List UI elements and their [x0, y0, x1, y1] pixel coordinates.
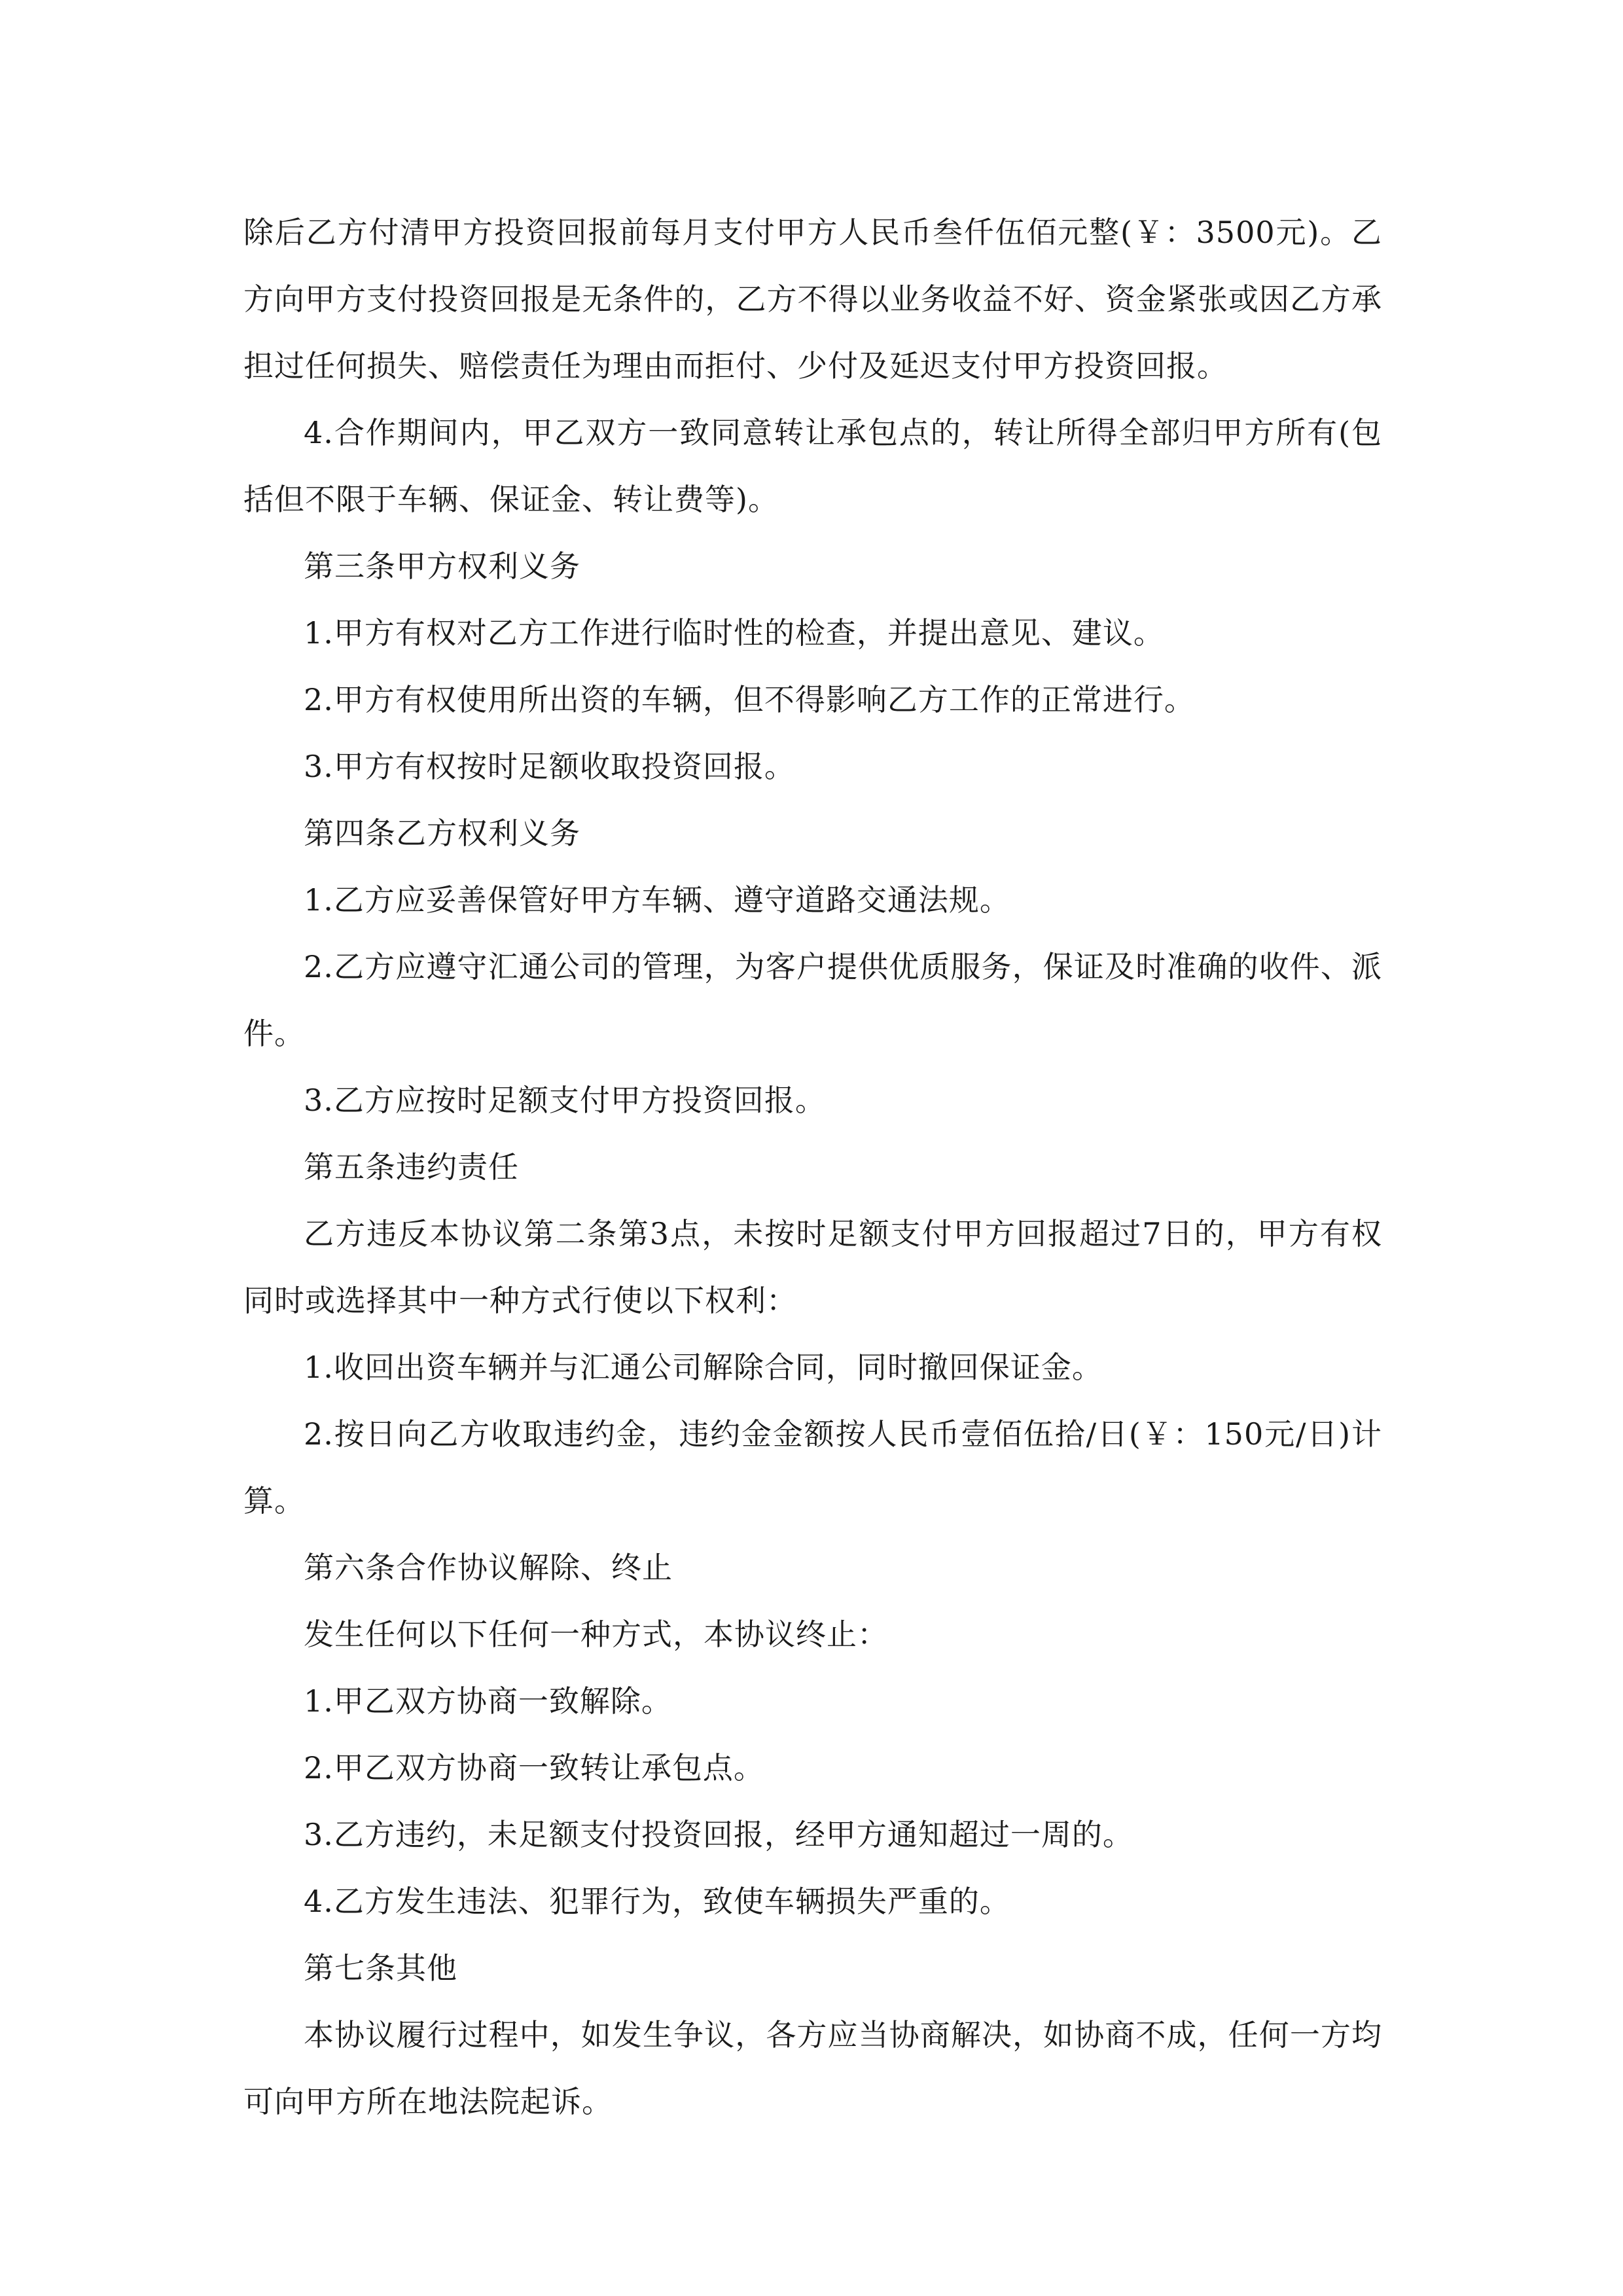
paragraph-clause-6-3: 3.乙方违约，未足额支付投资回报，经甲方通知超过一周的。: [304, 1817, 1133, 1852]
paragraph-payment-terms: 除后乙方付清甲方投资回报前每月支付甲方人民币叁仟伍佰元整(￥：3500元)。乙方向甲方支付投资回报是无条件的，乙方不得以业务收益不好、资金紧张或因乙方承担过任何损失、赔偿责任为理由而拒付、少付及延迟支付甲方投资回报。: [243, 215, 1382, 384]
section-heading-article-4: 第四条乙方权利义务: [304, 816, 580, 851]
section-heading-article-6: 第六条合作协议解除、终止: [304, 1550, 673, 1585]
paragraph-clause-3-3: 3.甲方有权按时足额收取投资回报。: [304, 749, 795, 784]
section-heading-article-7: 第七条其他: [304, 1950, 457, 1986]
paragraph-clause-5-2: 2.按日向乙方收取违约金，违约金金额按人民币壹佰伍拾/日(￥：150元/日)计算。: [243, 1416, 1382, 1518]
section-heading-article-5: 第五条违约责任: [304, 1149, 519, 1185]
paragraph-clause-3-1: 1.甲方有权对乙方工作进行临时性的检查，并提出意见、建议。: [304, 615, 1164, 651]
paragraph-dispute-resolution: 本协议履行过程中，如发生争议，各方应当协商解决，如协商不成，任何一方均可向甲方所在地法院起诉。: [243, 2017, 1382, 2119]
paragraph-clause-6-1: 1.甲乙双方协商一致解除。: [304, 1683, 672, 1719]
paragraph-clause-3-2: 2.甲方有权使用所出资的车辆，但不得影响乙方工作的正常进行。: [304, 682, 1195, 717]
paragraph-breach-intro: 乙方违反本协议第二条第3点，未按时足额支付甲方回报超过7日的，甲方有权同时或选择其中一种方式行使以下权利：: [243, 1216, 1382, 1318]
paragraph-clause-6-4: 4.乙方发生违法、犯罪行为，致使车辆损失严重的。: [304, 1884, 1010, 1919]
paragraph-clause-4-2: 2.乙方应遵守汇通公司的管理，为客户提供优质服务，保证及时准确的收件、派件。: [243, 949, 1382, 1051]
paragraph-termination-intro: 发生任何以下任何一种方式，本协议终止：: [304, 1617, 888, 1652]
paragraph-clause-2-4: 4.合作期间内，甲乙双方一致同意转让承包点的，转让所得全部归甲方所有(包括但不限于车辆、保证金、转让费等)。: [243, 415, 1382, 517]
paragraph-clause-5-1: 1.收回出资车辆并与汇通公司解除合同，同时撤回保证金。: [304, 1350, 1103, 1385]
section-heading-article-3: 第三条甲方权利义务: [304, 548, 580, 584]
document-body: [243, 199, 1382, 2135]
paragraph-clause-4-3: 3.乙方应按时足额支付甲方投资回报。: [304, 1083, 826, 1118]
paragraph-clause-4-1: 1.乙方应妥善保管好甲方车辆、遵守道路交通法规。: [304, 882, 1010, 918]
paragraph-clause-6-2: 2.甲乙双方协商一致转让承包点。: [304, 1750, 764, 1785]
